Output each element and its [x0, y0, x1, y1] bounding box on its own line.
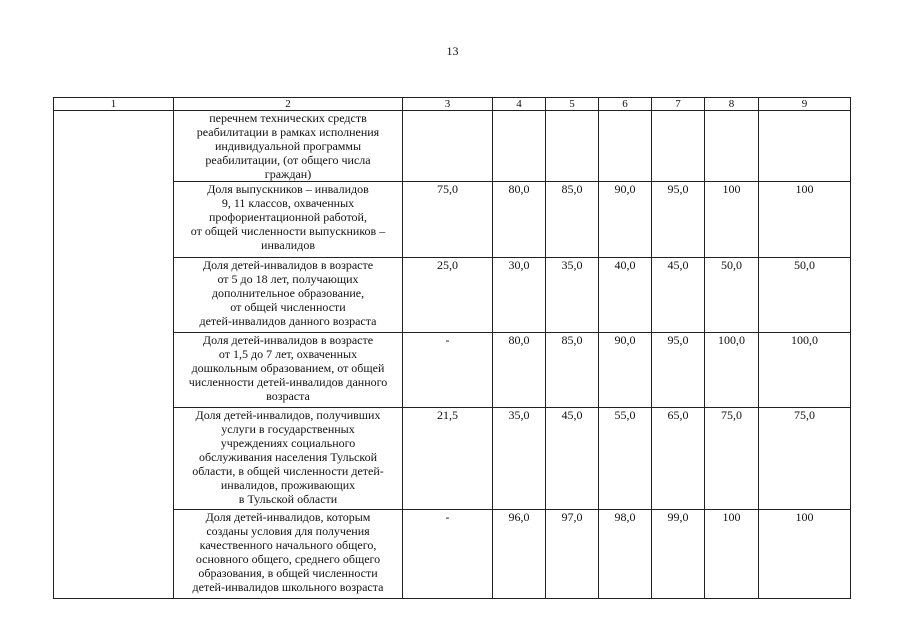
value-cell: 100	[759, 510, 851, 599]
indicator-description	[174, 333, 403, 408]
indicator-description	[174, 182, 403, 258]
table-row	[54, 182, 851, 258]
value-cell	[546, 111, 599, 182]
description-line: качественного начального общего,	[199, 538, 377, 552]
description-line: Доля детей-инвалидов, которым	[205, 510, 371, 524]
description-line: Доля детей-инвалидов в возрасте	[202, 258, 374, 272]
value-cell	[705, 111, 759, 182]
description-line: детей-инвалидов школьного возраста	[192, 580, 384, 594]
value-cell: 45,0	[546, 408, 599, 510]
description-line: основного общего, среднего общего	[195, 552, 381, 566]
description-line: граждан)	[264, 167, 312, 181]
value-cell: 21,5	[403, 408, 493, 510]
table-row	[54, 408, 851, 510]
value-cell: 55,0	[599, 408, 652, 510]
value-cell: 100	[705, 182, 759, 258]
description-line: перечнем технических средств	[209, 111, 367, 125]
value-cell: 100,0	[759, 333, 851, 408]
value-cell	[493, 111, 546, 182]
description-line: Доля детей-инвалидов в возрасте	[202, 333, 374, 347]
description-line: от 5 до 18 лет, получающих	[217, 272, 359, 286]
value-cell: 25,0	[403, 258, 493, 333]
page-number: 13	[446, 44, 459, 58]
description-line: реабилитации, (от общего числа	[205, 153, 371, 167]
value-cell: 75,0	[403, 182, 493, 258]
description-line: возраста	[266, 389, 310, 403]
value-cell: 98,0	[599, 510, 652, 599]
table-row	[54, 510, 851, 599]
header-cell: 4	[493, 98, 546, 111]
value-cell: 96,0	[493, 510, 546, 599]
value-cell: 45,0	[652, 258, 705, 333]
value-cell: 85,0	[546, 333, 599, 408]
value-cell: 75,0	[705, 408, 759, 510]
value-cell: 65,0	[652, 408, 705, 510]
description-line: от 1,5 до 7 лет, охваченных	[218, 347, 358, 361]
description-line: инвалидов, проживающих	[220, 478, 356, 492]
value-cell: -	[403, 510, 493, 599]
value-cell: 50,0	[759, 258, 851, 333]
header-cell: 8	[705, 98, 759, 111]
table-row	[54, 258, 851, 333]
description-line: инвалидов	[261, 238, 315, 252]
indicator-description	[174, 510, 403, 599]
description-line: обслуживания населения Тульской	[198, 450, 378, 464]
description-line: 9, 11 классов, охваченных	[221, 196, 355, 210]
description-line: от общей численности выпускников –	[190, 224, 386, 238]
indicator-description	[174, 408, 403, 510]
header-cell: 2	[174, 98, 403, 111]
header-row	[54, 98, 851, 111]
description-line: дошкольным образованием, от общей	[191, 361, 385, 375]
value-cell: 40,0	[599, 258, 652, 333]
description-line: области, в общей численности детей-	[192, 464, 384, 478]
indicator-description	[174, 111, 403, 182]
value-cell	[759, 111, 851, 182]
value-cell: -	[403, 333, 493, 408]
value-cell: 50,0	[705, 258, 759, 333]
value-cell: 95,0	[652, 333, 705, 408]
value-cell: 100,0	[705, 333, 759, 408]
description-line: учреждениях социального	[220, 436, 356, 450]
description-line: детей-инвалидов данного возраста	[199, 314, 377, 328]
description-line: Доля детей-инвалидов, получивших	[195, 408, 381, 422]
value-cell: 100	[705, 510, 759, 599]
merged-first-column-cell	[54, 111, 174, 599]
value-cell: 97,0	[546, 510, 599, 599]
header-cell: 3	[403, 98, 493, 111]
indicator-description	[174, 258, 403, 333]
value-cell: 95,0	[652, 182, 705, 258]
header-cell: 1	[54, 98, 174, 111]
value-cell: 35,0	[493, 408, 546, 510]
description-line: услуги в государственных	[221, 422, 355, 436]
header-cell: 7	[652, 98, 705, 111]
table-row	[54, 111, 851, 182]
value-cell: 30,0	[493, 258, 546, 333]
value-cell	[403, 111, 493, 182]
value-cell	[599, 111, 652, 182]
indicators-table	[53, 97, 851, 599]
description-line: индивидуальной программы	[214, 139, 362, 153]
description-line: профориентационной работой,	[209, 210, 367, 224]
description-line: численности детей-инвалидов данного	[188, 375, 388, 389]
description-line: созданы условия для получения	[206, 524, 370, 538]
header-cell: 9	[759, 98, 851, 111]
value-cell: 99,0	[652, 510, 705, 599]
description-line: Доля выпускников – инвалидов	[207, 182, 369, 196]
value-cell: 90,0	[599, 182, 652, 258]
header-cell: 5	[546, 98, 599, 111]
description-line: образования, в общей численности	[198, 566, 378, 580]
value-cell: 90,0	[599, 333, 652, 408]
header-cell: 6	[599, 98, 652, 111]
value-cell: 35,0	[546, 258, 599, 333]
value-cell: 75,0	[759, 408, 851, 510]
value-cell: 100	[759, 182, 851, 258]
value-cell: 85,0	[546, 182, 599, 258]
value-cell: 80,0	[493, 333, 546, 408]
description-line: от общей численности	[230, 300, 346, 314]
value-cell	[652, 111, 705, 182]
description-line: дополнительное образование,	[211, 286, 365, 300]
value-cell: 80,0	[493, 182, 546, 258]
table-row	[54, 333, 851, 408]
description-line: в Тульской области	[238, 492, 338, 506]
description-line: реабилитации в рамках исполнения	[196, 125, 380, 139]
